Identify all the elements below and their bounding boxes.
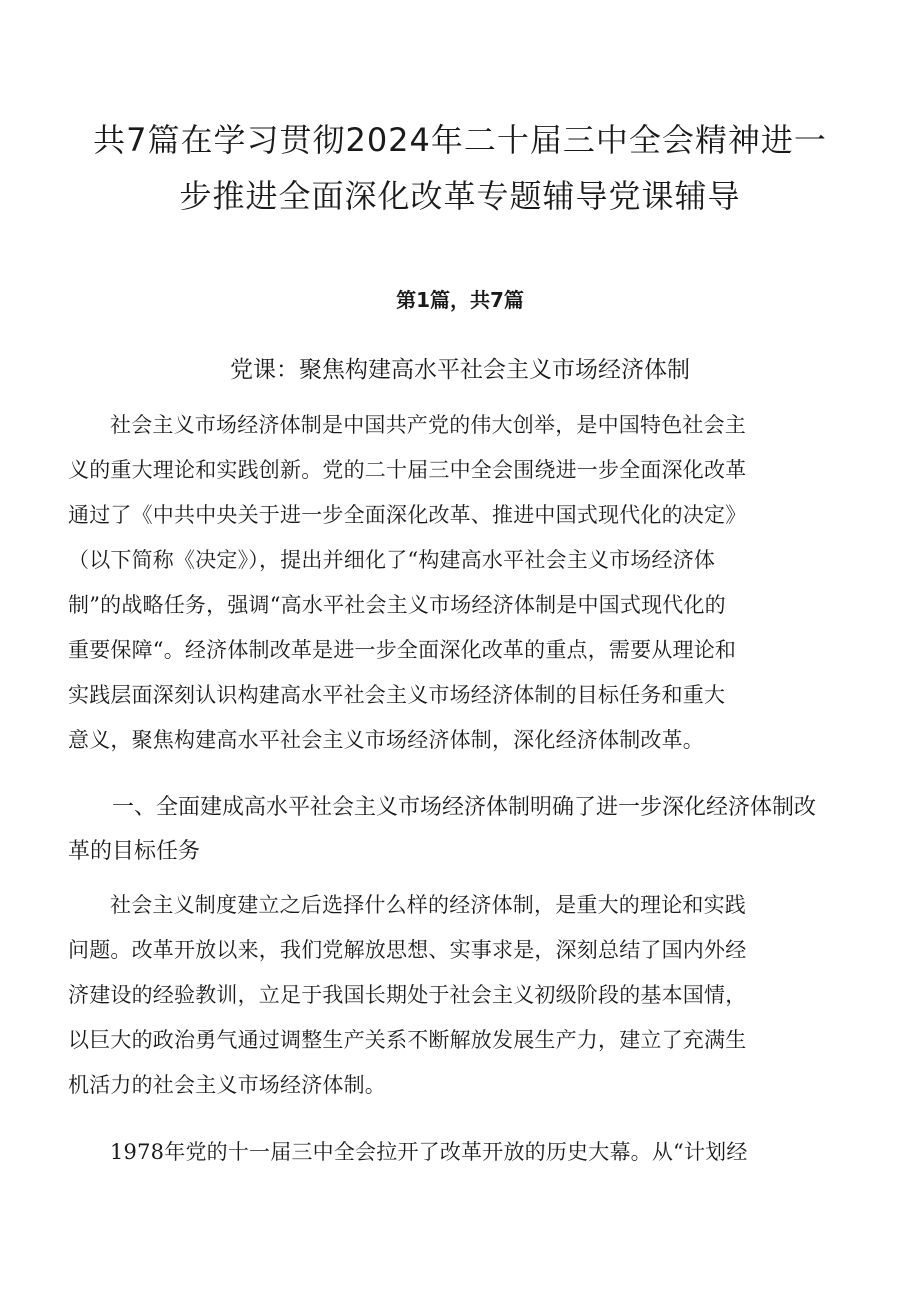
paragraph-3-line: 1978年党的十一届三中全会拉开了改革开放的历史大幕。从“计划经 [110, 1140, 748, 1164]
paragraph-1-line: 制”的战略任务，强调“高水平社会主义市场经济体制是中国式现代化的 [68, 593, 726, 617]
paragraph-1-line: 重要保障“。经济体制改革是进一步全面深化改革的重点，需要从理论和 [68, 638, 737, 662]
paragraph-1-line: 意义，聚焦构建高水平社会主义市场经济体制，深化经济体制改革。 [68, 728, 704, 752]
paragraph-2-line: 社会主义制度建立之后选择什么样的经济体制，是重大的理论和实践 [110, 893, 746, 917]
paragraph-1 [68, 403, 852, 763]
paragraph-1-line: 通过了《中共中央关于进一步全面深化改革、推进中国式现代化的决定》 [68, 503, 747, 527]
heading-1 [68, 786, 858, 874]
title-line-1: 共7篇在学习贯彻2024年二十届三中全会精神进一 [93, 121, 827, 159]
part-label: 第1篇，共7篇 [396, 288, 524, 312]
paragraph-2-line: 以巨大的政治勇气通过调整生产关系不断解放发展生产力，建立了充满生 [68, 1028, 747, 1052]
paragraph-2-line: 机活力的社会主义市场经济体制。 [68, 1073, 386, 1097]
heading-1-line: 革的目标任务 [68, 839, 201, 864]
paragraph-1-line: 义的重大理论和实践创新。党的二十届三中全会围绕进一步全面深化改革 [68, 458, 747, 482]
paragraph-2-line: 问题。改革开放以来，我们党解放思想、实事求是，深刻总结了国内外经 [68, 938, 747, 962]
paragraph-3 [68, 1130, 852, 1175]
paragraph-2-line: 济建设的经验教训，立足于我国长期处于社会主义初级阶段的基本国情， [68, 983, 747, 1007]
section-title: 党课：聚焦构建高水平社会主义市场经济体制 [230, 357, 690, 383]
paragraph-1-line: 实践层面深刻认识构建高水平社会主义市场经济体制的目标任务和重大 [68, 683, 726, 707]
document-title [70, 112, 850, 224]
heading-1-line: 一、全面建成高水平社会主义市场经济体制明确了进一步深化经济体制改 [112, 795, 817, 820]
paragraph-2 [68, 883, 852, 1108]
paragraph-1-line: （以下简称《决定》），提出并细化了“构建高水平社会主义市场经济体 [68, 548, 716, 572]
paragraph-1-line: 社会主义市场经济体制是中国共产党的伟大创举，是中国特色社会主 [110, 413, 746, 437]
title-line-2: 步推进全面深化改革专题辅导党课辅导 [179, 177, 741, 215]
